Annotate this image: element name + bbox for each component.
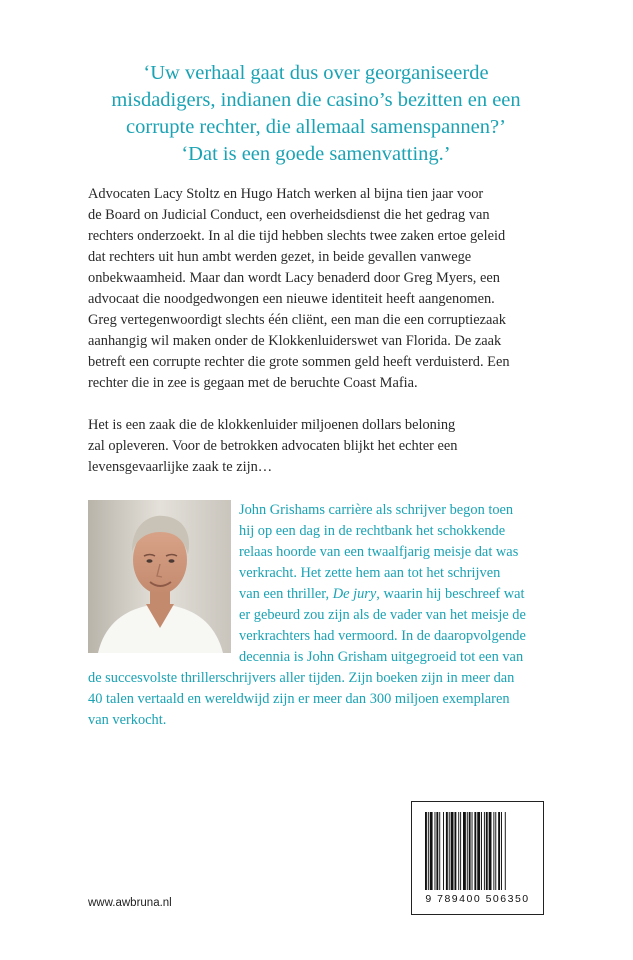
barcode-bar — [472, 812, 473, 890]
barcode-bar — [430, 812, 433, 890]
bio-line: van verkocht. — [88, 712, 167, 728]
barcode-bar — [477, 812, 480, 890]
barcode-bar — [439, 812, 440, 890]
author-bio — [88, 500, 559, 731]
barcode-bar — [501, 812, 502, 890]
barcode-bar — [467, 812, 468, 890]
book-blurb — [88, 184, 558, 478]
barcode-bar — [474, 812, 476, 890]
blurb-line: Greg vertegenwoordigt slechts één cliënt, een man die een corruptiezaak — [88, 312, 506, 328]
barcode-bar — [460, 812, 461, 890]
barcode-bar — [505, 812, 506, 890]
blurb-line: rechter die in zee is gegaan met de beruchte Coast Mafia. — [88, 375, 418, 391]
barcode-bar — [451, 812, 454, 890]
barcode-bar — [493, 812, 494, 890]
barcode-bar — [489, 812, 492, 890]
barcode-bar — [463, 812, 466, 890]
blurb-line: aanhangig wil maken onder de Klokkenluiderswet van Florida. De zaak — [88, 333, 502, 349]
barcode-bar — [449, 812, 450, 890]
barcode-bar — [446, 812, 448, 890]
blurb-line: levensgevaarlijke zaak te zijn… — [88, 459, 273, 475]
blurb-line: advocaat die noodgedwongen een nieuwe identiteit heeft aangenomen. — [88, 291, 495, 307]
barcode-bar — [454, 812, 456, 890]
isbn-number: 9 789400 506350 — [425, 893, 530, 905]
barcode-bar — [425, 812, 427, 890]
book-title-de-jury: De jury — [332, 586, 377, 602]
barcode-bars — [425, 812, 531, 892]
bio-line: er gebeurd zou zijn als de vader van het meisje de — [239, 607, 526, 623]
bio-text: van een thriller, — [239, 586, 333, 602]
paragraph-gap — [88, 394, 558, 415]
bio-line: decennia is John Grisham uitgegroeid tot een van — [239, 649, 524, 665]
author-portrait-illustration — [88, 500, 231, 653]
blurb-line: onbekwaamheid. Maar dan wordt Lacy benaderd door Greg Myers, een — [88, 270, 500, 286]
barcode-bar — [498, 812, 500, 890]
barcode-bar — [481, 812, 482, 890]
blurb-line: dat rechters uit hun ambt werden gezet, in beide gevallen vanwege — [88, 249, 472, 265]
bio-line-with-title — [239, 584, 559, 605]
bio-line: John Grishams carrière als schrijver begon toen — [239, 502, 514, 518]
back-cover-quote — [60, 60, 572, 168]
quote-line: misdadigers, indianen die casino’s bezitten en een — [111, 89, 521, 111]
isbn-barcode — [411, 801, 544, 915]
barcode-bar — [458, 812, 459, 890]
barcode-bar — [469, 812, 471, 890]
quote-line: ‘Dat is een goede samenvatting.’ — [181, 143, 451, 165]
barcode-bar — [484, 812, 485, 890]
publisher-website: www.awbruna.nl — [88, 897, 172, 909]
barcode-bar — [486, 812, 488, 890]
barcode-bar — [495, 812, 496, 890]
bio-line: verkrachters had vermoord. In de daaropvolgende — [239, 628, 526, 644]
barcode-bar — [435, 812, 436, 890]
blurb-line: betreft een corrupte rechter die grote sommen geld heeft verduisterd. Een — [88, 354, 510, 370]
quote-line: corrupte rechter, die allemaal samenspannen?’ — [126, 116, 506, 138]
bio-text: , waarin hij beschreef wat — [376, 586, 525, 602]
author-photo — [88, 500, 231, 653]
bio-line: verkracht. Het zette hem aan tot het schrijven — [239, 565, 501, 581]
bio-line: de succesvolste thrillerschrijvers aller tijden. Zijn boeken zijn in meer dan — [88, 670, 515, 686]
barcode-bar — [436, 812, 438, 890]
bio-line: 40 talen vertaald en wereldwijd zijn er meer dan 300 miljoen exemplaren — [88, 691, 510, 707]
blurb-line: zal opleveren. Voor de betrokken advocaten blijkt het echter een — [88, 438, 458, 454]
blurb-line: Het is een zaak die de klokkenluider miljoenen dollars beloning — [88, 417, 456, 433]
bio-line: hij op een dag in de rechtbank het schokkende — [239, 523, 506, 539]
barcode-bar — [443, 812, 444, 890]
bio-line: relaas hoorde van een twaalfjarig meisje dat was — [239, 544, 519, 560]
blurb-line: Advocaten Lacy Stoltz en Hugo Hatch werken al bijna tien jaar voor — [88, 186, 484, 202]
blurb-line: de Board on Judicial Conduct, een overheidsdienst die het gedrag van — [88, 207, 490, 223]
quote-line: ‘Uw verhaal gaat dus over georganiseerde — [143, 62, 489, 84]
barcode-bar — [428, 812, 429, 890]
blurb-line: rechters onderzoekt. In al die tijd hebben slechts twee zaken ertoe geleid — [88, 228, 506, 244]
